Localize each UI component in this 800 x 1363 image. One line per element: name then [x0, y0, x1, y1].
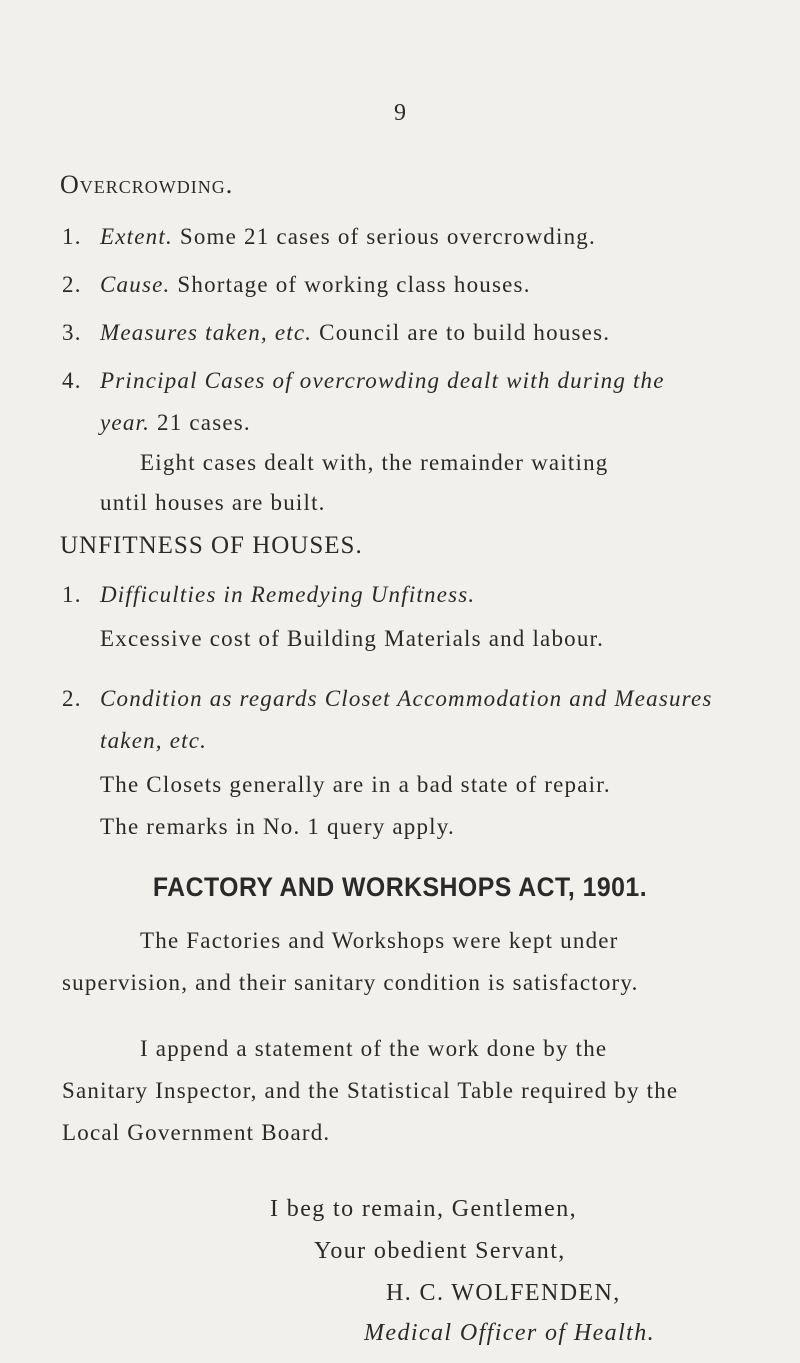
- unfitness-item-2-text2: The remarks in No. 1 query apply.: [100, 814, 455, 839]
- page-number: 9: [394, 100, 406, 126]
- factory-para1-line1: The Factories and Workshops were kept under: [140, 928, 619, 953]
- item-number: 2.: [62, 686, 82, 711]
- factory-para2-line3: Local Government Board.: [62, 1120, 331, 1145]
- item-text: Council are to build houses.: [312, 320, 611, 345]
- closing-line2: Your obedient Servant,: [314, 1238, 566, 1264]
- item-title: Difficulties in Remedying Unfitness.: [100, 582, 476, 607]
- item-title: Condition as regards Closet Accommodation and Measures: [100, 686, 713, 711]
- overcrowding-item-4: [62, 368, 665, 394]
- closing-line1: I beg to remain, Gentlemen,: [270, 1196, 578, 1222]
- unfitness-item-1: [62, 582, 475, 608]
- factory-para1-line2: supervision, and their sanitary condition is satisfactory.: [62, 970, 639, 995]
- signatory-title: Medical Officer of Health.: [364, 1320, 656, 1346]
- item-title: Measures taken, etc.: [100, 320, 313, 345]
- overcrowding-note-line2: until houses are built.: [100, 490, 326, 515]
- unfitness-item-2-text1: The Closets generally are in a bad state of repair.: [100, 772, 611, 797]
- overcrowding-item-1: [62, 224, 596, 250]
- unfitness-item-2: [62, 686, 713, 712]
- item-text: 21 cases.: [150, 410, 251, 435]
- item-number: 3.: [62, 320, 82, 345]
- overcrowding-item-3: [62, 320, 610, 346]
- unfitness-item-2-title-cont: taken, etc.: [100, 728, 208, 753]
- overcrowding-item-4-cont: [100, 410, 251, 436]
- unfitness-heading: UNFITNESS OF HOUSES.: [60, 532, 363, 559]
- overcrowding-note-line1: Eight cases dealt with, the remainder waiting: [140, 450, 609, 475]
- unfitness-item-1-text: Excessive cost of Building Materials and labour.: [100, 626, 605, 651]
- item-title: Extent.: [100, 224, 173, 249]
- factory-para2-line2: Sanitary Inspector, and the Statistical Table required by the: [62, 1078, 679, 1103]
- item-text: Shortage of working class houses.: [170, 272, 531, 297]
- factory-para2-line1: I append a statement of the work done by the: [140, 1036, 608, 1061]
- signatory-name: H. C. WOLFENDEN,: [386, 1280, 621, 1306]
- item-text: Some 21 cases of serious overcrowding.: [172, 224, 596, 249]
- overcrowding-item-2: [62, 272, 531, 298]
- item-number: 4.: [62, 368, 82, 393]
- item-number: 2.: [62, 272, 82, 297]
- item-number: 1.: [62, 582, 82, 607]
- item-title-cont: year.: [100, 410, 151, 435]
- overcrowding-heading: Overcrowding.: [60, 170, 234, 199]
- item-title: Principal Cases of overcrowding dealt with during the: [100, 368, 665, 393]
- item-number: 1.: [62, 224, 82, 249]
- factory-act-heading: FACTORY AND WORKSHOPS ACT, 1901.: [152, 872, 648, 902]
- item-title: Cause.: [100, 272, 171, 297]
